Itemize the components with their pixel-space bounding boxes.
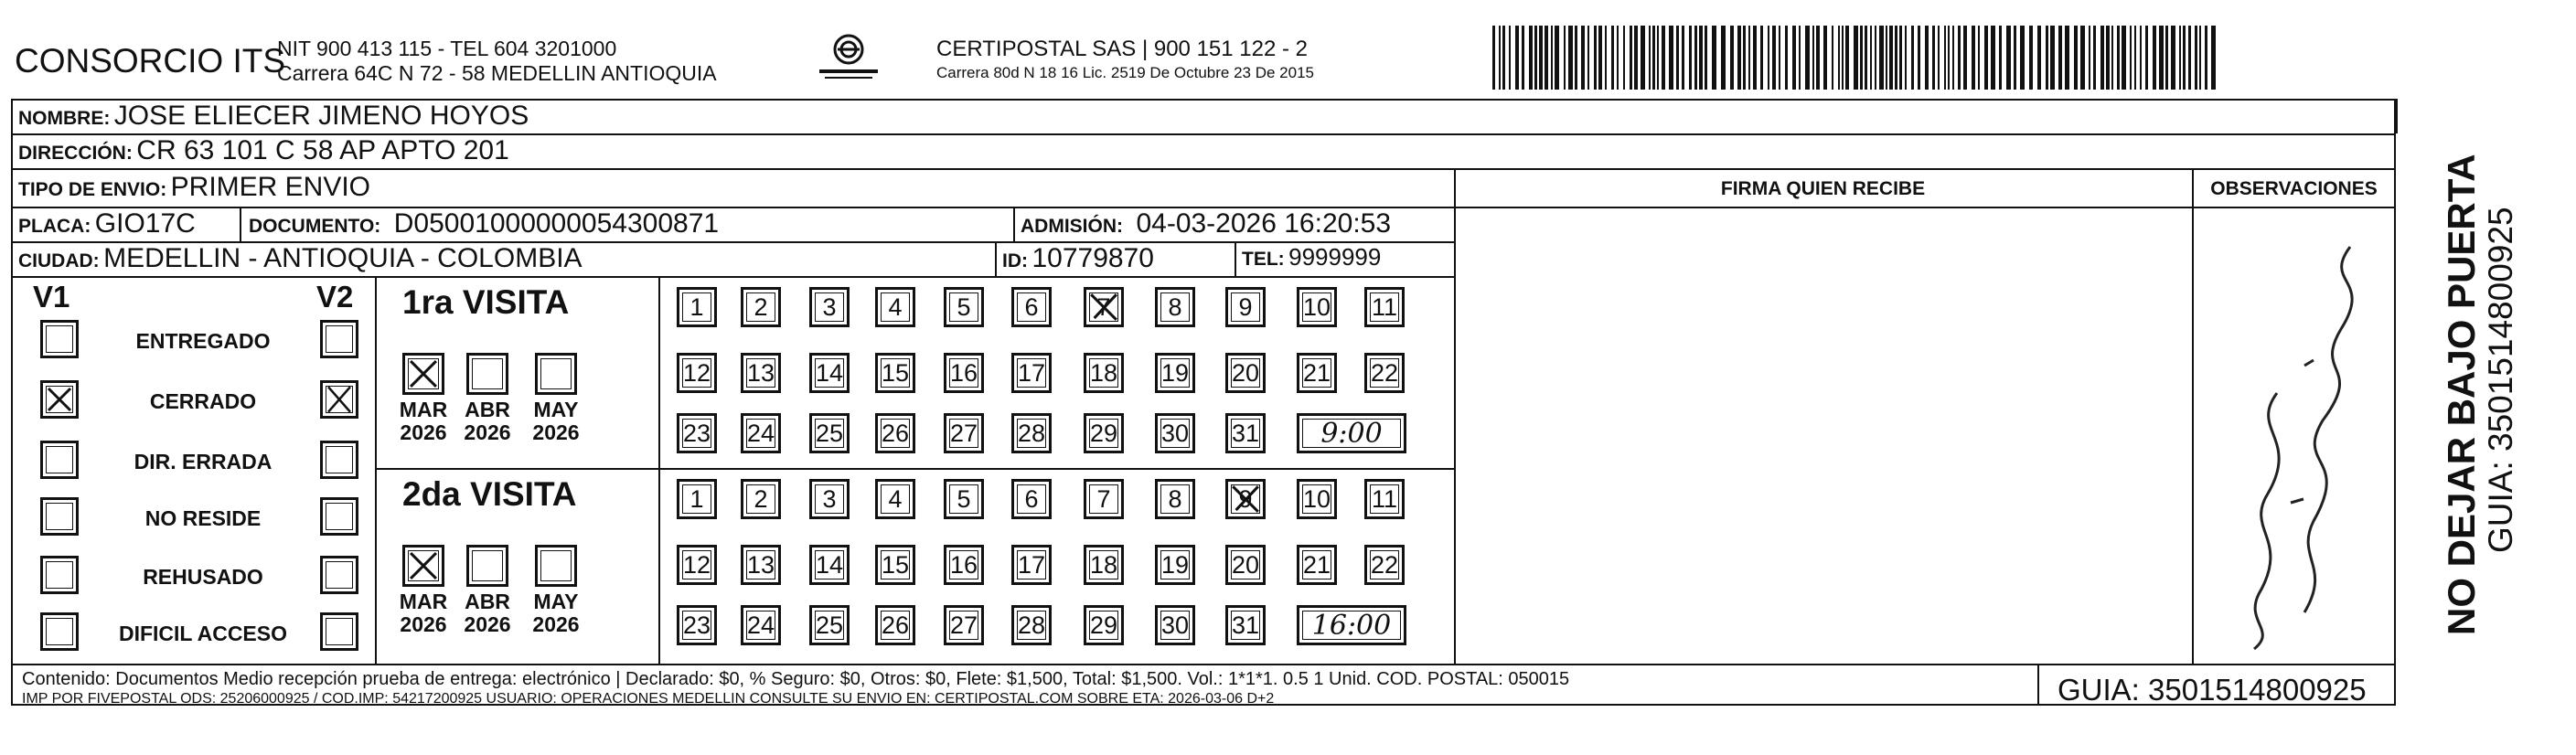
day-number: 26 [881,419,910,447]
admission-date: 04-03-2026 16:20:53 [1136,208,1392,239]
day-box[interactable] [875,287,915,327]
plate-field [18,208,196,239]
day-number: 3 [822,292,837,321]
month-checkbox[interactable] [466,545,508,587]
address-label: DIRECCIÓN: [18,143,133,164]
observations-label: OBSERVACIONES [2210,178,2378,199]
signature-icon [2213,229,2396,658]
name-label: NOMBRE: [18,108,111,129]
plate-label: PLACA: [18,216,91,237]
day-box[interactable] [1011,479,1052,519]
company-name: CONSORCIO ITS [15,42,286,80]
barcode-icon [1492,26,2224,90]
document-label: DOCUMENTO: [249,216,381,237]
day-box[interactable] [875,353,915,393]
day-number: 10 [1302,484,1331,513]
day-number: 1 [689,484,704,513]
month-checkbox[interactable] [402,545,444,587]
v1-checkbox[interactable] [40,612,79,651]
day-box[interactable] [677,353,717,393]
v2-checkbox[interactable] [320,320,358,358]
v1-checkbox[interactable] [40,497,79,536]
visit-time: 16:00 [1311,609,1392,642]
day-box[interactable] [1011,605,1052,645]
day-mark-icon [1086,290,1121,324]
day-box[interactable] [1225,353,1266,393]
day-number: 27 [949,419,978,447]
day-number: 10 [1302,292,1331,321]
v2-label: V2 [316,280,354,314]
day-box[interactable] [809,479,850,519]
day-number: 28 [1017,611,1046,639]
day-mark-icon [1228,482,1263,516]
day-box[interactable] [1297,353,1337,393]
day-box[interactable] [944,353,984,393]
recipient-name: JOSE ELIECER JIMENO HOYOS [113,101,529,131]
id-number: 10779870 [1031,243,1154,273]
visit-title: 2da VISITA [402,475,577,513]
day-box[interactable] [875,545,915,585]
footer-guia: GUIA: 3501514800925 [2058,673,2367,707]
day-number: 14 [815,358,844,387]
carrier-name: CERTIPOSTAL SAS | 900 151 122 - 2 [936,37,1308,61]
document-field [249,208,719,239]
day-box[interactable] [1297,287,1337,327]
day-number: 2 [754,292,768,321]
shipment-type-field [18,172,370,203]
visit-time-box[interactable] [1297,413,1406,453]
day-box[interactable] [875,605,915,645]
day-number: 31 [1231,419,1260,447]
day-number: 20 [1231,358,1260,387]
day-box[interactable] [809,605,850,645]
day-box[interactable] [741,605,781,645]
visit-time: 9:00 [1320,417,1383,450]
day-box[interactable] [677,605,717,645]
day-box[interactable] [1297,545,1337,585]
day-box[interactable] [1155,479,1195,519]
day-number: 5 [957,484,971,513]
day-number: 11 [1371,484,1398,513]
day-number: 19 [1160,358,1190,387]
day-box[interactable] [1364,287,1405,327]
day-number: 16 [949,358,978,387]
day-box[interactable] [1225,545,1266,585]
day-box[interactable] [809,545,850,585]
day-box[interactable] [677,479,717,519]
day-number: 16 [949,550,978,579]
day-box[interactable] [741,353,781,393]
day-box[interactable] [1225,479,1266,519]
name-field [18,101,529,132]
day-number: 12 [682,550,711,579]
v2-checkbox[interactable] [320,612,358,651]
day-box[interactable] [1155,353,1195,393]
footer-contents: Contenido: Documentos Medio recepción prueba de entrega: electrónico | Declarado: $0, % Seguro: $0, Otros: $0, Flete: $1,500, Total: $1,500. Vol.: 1*1*1. 0.5 1 Unid. COD. POSTAL: 050015 [22,669,1570,689]
day-number: 8 [1168,292,1182,321]
day-number: 2 [754,484,768,513]
status-option-label: REHUSADO [143,565,263,589]
day-number: 3 [822,484,837,513]
address-field [18,135,509,166]
day-box[interactable] [1225,287,1266,327]
tel-label: TEL: [1242,249,1285,270]
day-number: 30 [1160,419,1190,447]
month-label: ABR 2026 [464,590,511,636]
day-box[interactable] [809,287,850,327]
day-box[interactable] [677,287,717,327]
day-number: 25 [815,611,844,639]
day-number: 1 [689,292,704,321]
day-number: 22 [1370,358,1399,387]
day-box[interactable] [1011,413,1052,453]
day-box[interactable] [944,545,984,585]
tel-field [1242,243,1381,271]
v2-checkbox[interactable] [320,497,358,536]
month-label: ABR 2026 [464,398,511,444]
day-number: 24 [746,419,775,447]
day-number: 29 [1089,611,1118,639]
day-number: 21 [1302,550,1331,579]
month-label: MAR 2026 [399,398,448,444]
month-checkbox[interactable] [535,545,577,587]
day-box[interactable] [1225,413,1266,453]
day-number: 24 [746,611,775,639]
admission-label: ADMISIÓN: [1021,216,1123,237]
day-box[interactable] [677,413,717,453]
v2-checkbox[interactable] [320,556,358,594]
day-number: 7 [1096,292,1111,321]
day-box[interactable] [1155,605,1195,645]
tel-number: 9999999 [1288,243,1382,271]
visit-time-box[interactable] [1297,605,1406,645]
v1-checkbox[interactable] [40,556,79,594]
day-number: 9 [1238,292,1253,321]
month-label: MAR 2026 [399,590,448,636]
company-nit: NIT 900 413 115 - TEL 604 3201000 [277,37,617,60]
day-box[interactable] [1011,287,1052,327]
day-number: 25 [815,419,844,447]
logo-icon [812,31,885,86]
handwritten-signature [2213,229,2396,658]
status-option-label: DIR. ERRADA [134,450,273,473]
v2-checkbox[interactable] [320,380,358,419]
day-number: 15 [881,358,910,387]
city-field [18,243,583,274]
day-number: 17 [1017,358,1046,387]
day-box[interactable] [1084,413,1124,453]
day-number: 4 [888,292,903,321]
day-box[interactable] [1084,287,1124,327]
day-box[interactable] [741,479,781,519]
status-option-label: DIFICIL ACCESO [118,622,287,645]
id-field [1002,243,1154,274]
day-number: 11 [1371,292,1398,321]
day-box[interactable] [944,605,984,645]
month-checkbox[interactable] [535,353,577,395]
shipment-type: PRIMER ENVIO [170,172,371,202]
month-label: MAY 2026 [532,398,580,444]
day-box[interactable] [1155,413,1195,453]
day-number: 13 [746,358,775,387]
day-number: 28 [1017,419,1046,447]
day-box[interactable] [1155,287,1195,327]
day-number: 6 [1024,484,1039,513]
signature-label: FIRMA QUIEN RECIBE [1720,178,1926,199]
day-box[interactable] [1297,479,1337,519]
day-number: 12 [682,358,711,387]
day-box[interactable] [1225,605,1266,645]
day-box[interactable] [1011,545,1052,585]
v1-checkbox[interactable] [40,320,79,358]
day-box[interactable] [944,287,984,327]
day-box[interactable] [875,479,915,519]
day-box[interactable] [1084,479,1124,519]
day-number: 26 [881,611,910,639]
day-box[interactable] [1011,353,1052,393]
day-number: 13 [746,550,775,579]
day-box[interactable] [1364,545,1405,585]
day-box[interactable] [809,413,850,453]
day-box[interactable] [944,413,984,453]
day-number: 18 [1089,358,1118,387]
city: MEDELLIN - ANTIOQUIA - COLOMBIA [103,243,583,273]
day-number: 21 [1302,358,1331,387]
day-number: 5 [957,292,971,321]
v2-checkbox[interactable] [320,441,358,479]
company-address: Carrera 64C N 72 - 58 MEDELLIN ANTIOQUIA [277,61,717,85]
day-number: 23 [682,419,711,447]
day-number: 8 [1168,484,1182,513]
admission-field [1021,208,1391,239]
day-box[interactable] [677,545,717,585]
day-box[interactable] [809,353,850,393]
day-number: 9 [1238,484,1253,513]
visit-title: 1ra VISITA [402,283,570,321]
v1-checkbox[interactable] [40,441,79,479]
day-number: 31 [1231,611,1260,639]
day-number: 22 [1370,550,1399,579]
id-label: ID: [1002,250,1028,271]
day-box[interactable] [741,545,781,585]
day-box[interactable] [1155,545,1195,585]
day-number: 23 [682,611,711,639]
document-number: D05001000000054300871 [393,208,720,239]
status-option-label: CERRADO [149,389,257,413]
day-number: 14 [815,550,844,579]
day-number: 6 [1024,292,1039,321]
v1-label: V1 [33,280,70,314]
day-box[interactable] [1084,353,1124,393]
day-box[interactable] [944,479,984,519]
day-number: 4 [888,484,903,513]
month-label: MAY 2026 [532,590,580,636]
day-number: 30 [1160,611,1190,639]
recipient-address: CR 63 101 C 58 AP APTO 201 [136,135,509,165]
day-number: 15 [881,550,910,579]
day-number: 27 [949,611,978,639]
status-option-label: NO RESIDE [144,506,262,530]
day-box[interactable] [1084,545,1124,585]
side-warning: NO DEJAR BAJO PUERTA [2440,154,2483,635]
plate: GIO17C [94,208,196,239]
day-number: 17 [1017,550,1046,579]
shipment-type-label: TIPO DE ENVIO: [18,179,167,200]
day-box[interactable] [741,287,781,327]
month-checkbox[interactable] [402,353,444,395]
day-number: 29 [1089,419,1118,447]
footer-print-info: IMP POR FIVEPOSTAL ODS: 25206000925 / COD.IMP: 54217200925 USUARIO: OPERACIONES MEDELLIN CONSULTE SU ENVIO EN: CERTIPOSTAL.COM SOBRE ETA: 2026-03-06 D+2 [22,691,1275,707]
v1-checkbox[interactable] [40,380,79,419]
day-number: 20 [1231,550,1260,579]
city-label: CIUDAD: [18,250,100,271]
certipostal-logo [812,31,885,86]
day-number: 7 [1096,484,1111,513]
status-option-label: ENTREGADO [135,329,271,353]
month-checkbox[interactable] [466,353,508,395]
day-box[interactable] [1084,605,1124,645]
day-box[interactable] [875,413,915,453]
day-box[interactable] [741,413,781,453]
day-box[interactable] [1364,353,1405,393]
side-guia: GUIA: 3501514800925 [2482,207,2519,553]
day-box[interactable] [1364,479,1405,519]
carrier-address: Carrera 80d N 18 16 Lic. 2519 De Octubre 23 De 2015 [936,64,1314,81]
day-number: 19 [1160,550,1190,579]
day-number: 18 [1089,550,1118,579]
